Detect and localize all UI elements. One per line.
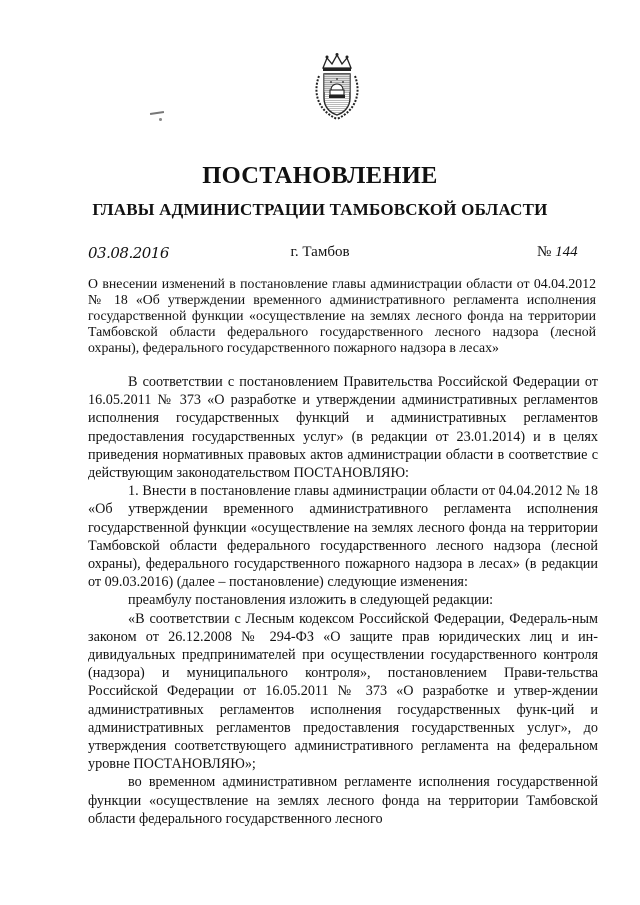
document-date: 03.08.2016	[88, 244, 169, 262]
document-title: ПОСТАНОВЛЕНИЕ	[202, 162, 438, 189]
scan-artifact	[150, 111, 164, 115]
document-body	[88, 373, 598, 828]
document-issuer: ГЛАВЫ АДМИНИСТРАЦИИ ТАМБОВСКОЙ ОБЛАСТИ	[92, 200, 548, 219]
document-city: г. Тамбов	[290, 244, 350, 260]
body-paragraph: 1. Внести в постановление главы администрации области от 04.04.2012 № 18 «Об утверждении временного административного регламента исполнения государственной функции «осуществление на землях лесного фонда на территории Тамбовской области федерального государственного лесного надзора (лесной охраны), федерального государственного пожарного надзора в лесах» (в редакции от 09.03.2016) (далее – постановление) следующие изменения:	[88, 483, 598, 591]
number-prefix: №	[537, 244, 552, 260]
document-subject: О внесении изменений в постановление главы администрации области от 04.04.2012 № 18 «Об утверждении временного административного регламента исполнения государственной функции «осуществление на землях лесного фонда на территории Тамбовской области федерального государственного лесного надзора (лесной охраны), федерального государственного пожарного надзора в лесах»	[88, 276, 596, 355]
number-value: 144	[555, 244, 578, 260]
body-paragraph: во временном административном регламенте исполнения государственной функции «осуществление на землях лесного фонда на территории Тамбовской области федерального государственного лесного	[88, 774, 598, 827]
body-paragraph: преамбулу постановления изложить в следующей редакции:	[128, 592, 494, 609]
document-number	[537, 244, 578, 261]
body-paragraph: «В соответствии с Лесным кодексом Российской Федерации, Федераль-ным законом от 26.12.2008 № 294-ФЗ «О защите прав юридических лиц и ин-дивидуальных предпринимателей при осуществлении государственного контроля (надзора) и муниципального контроля», постановлением Прави-тельства Российской Федерации от 16.05.2011 № 373 «О разработке и утвер-ждении административных регламентов исполнения государственных функ-ций и административных регламентов предоставления государственных услуг», до утверждения соответствующего административного регламента на федеральном уровне ПОСТАНОВЛЯЮ»;	[88, 610, 598, 773]
coat-of-arms-icon	[313, 52, 361, 122]
scan-artifact	[159, 118, 162, 121]
body-paragraph: В соответствии с постановлением Правительства Российской Федерации от 16.05.2011 № 373 «О разработке и утверждении административных регламентов исполнения государственных функций и административных регламентов предоставления государственных услуг» (в редакции от 23.01.2014) и в целях приведения нормативных правовых актов администрации области в соответствие с действующим законодательством ПОСТАНОВЛЯЮ:	[88, 374, 598, 482]
